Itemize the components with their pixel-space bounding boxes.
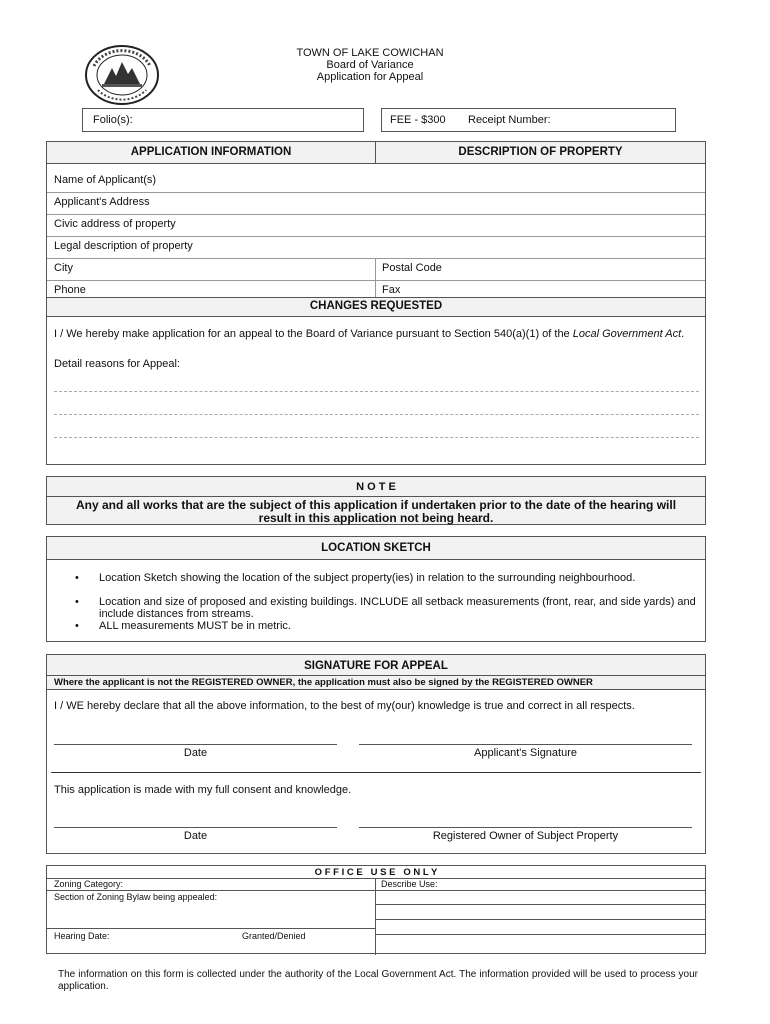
header-subtitle-application: Application for Appeal [316, 71, 424, 83]
application-information-section [46, 141, 706, 465]
name-field-line[interactable] [47, 192, 705, 193]
application-information-header: APPLICATION INFORMATION [130, 146, 292, 158]
sketch-item-1-text: Location Sketch showing the location of the subject property(ies) in relation to the surrounding neighbourhood. [99, 572, 636, 584]
location-sketch-header: LOCATION SKETCH [321, 542, 431, 554]
bullet-icon: • [75, 620, 79, 632]
folio-field[interactable] [82, 108, 364, 132]
note-text: Any and all works that are the subject of this application if undertaken prior to the date of the hearing will result in this application not being heard. [75, 498, 677, 525]
fax-label: Fax [382, 284, 401, 296]
town-seal-logo [84, 44, 160, 106]
header-title: TOWN OF LAKE COWICHAN [296, 47, 444, 59]
owner-signature-line[interactable] [359, 827, 692, 828]
applicant-signature-label: Applicant's Signature [474, 747, 577, 759]
city-field-line[interactable] [47, 280, 705, 281]
date-signature-line-1[interactable] [54, 744, 337, 745]
hearing-date-label: Hearing Date: [54, 931, 110, 941]
note-divider [47, 496, 705, 497]
date-label-1: Date [183, 747, 208, 759]
note-header: N O T E [356, 481, 396, 493]
legal-description-label: Legal description of property [54, 240, 193, 252]
reason-line-1[interactable] [54, 391, 699, 392]
office-row-line-1[interactable] [47, 890, 705, 891]
registered-owner-notice: Where the applicant is not the REGISTERED OWNER, the application must also be signed by the REGISTERED OWNER [54, 677, 593, 688]
granted-denied-label: Granted/Denied [242, 931, 306, 941]
fee-receipt-field[interactable] [381, 108, 676, 132]
office-row-line-2[interactable] [375, 904, 705, 905]
bullet-icon: • [75, 596, 79, 608]
appeal-statement [54, 328, 694, 340]
location-sketch-section [46, 536, 706, 642]
appeal-statement-end: . [681, 328, 685, 340]
receipt-number-label: Receipt Number: [468, 114, 551, 126]
date-label-2: Date [183, 830, 208, 842]
reason-line-3[interactable] [54, 437, 699, 438]
signature-section [46, 654, 706, 854]
address-field-line[interactable] [47, 214, 705, 215]
name-of-applicant-label: Name of Applicant(s) [54, 174, 157, 186]
applicant-signature-line[interactable] [359, 744, 692, 745]
signature-for-appeal-header: SIGNATURE FOR APPEAL [304, 660, 448, 672]
civic-address-label: Civic address of property [54, 218, 176, 230]
applicant-address-label: Applicant's Address [54, 196, 150, 208]
sketch-item-2-text: Location and size of proposed and existing buildings. INCLUDE all setback measurements (front, rear, and side yards) and include distances from streams. [99, 596, 696, 620]
appeal-statement-text: I / We hereby make application for an appeal to the Board of Variance pursuant to Section 540(a)(1) of the [54, 328, 573, 340]
sketch-item-1 [75, 572, 700, 584]
describe-use-label: Describe Use: [381, 879, 438, 889]
registered-owner-label: Registered Owner of Subject Property [432, 830, 619, 842]
reason-line-2[interactable] [54, 414, 699, 415]
date-signature-line-2[interactable] [54, 827, 337, 828]
signature-header-divider [47, 675, 705, 676]
office-header-divider [47, 878, 705, 879]
city-label: City [54, 262, 73, 274]
sketch-item-3 [75, 620, 700, 632]
zoning-category-label: Zoning Category: [54, 879, 124, 889]
folio-label: Folio(s): [93, 114, 133, 126]
note-section [46, 476, 706, 525]
sketch-item-3-text: ALL measurements MUST be in metric. [99, 620, 291, 632]
header-subtitle-board: Board of Variance [326, 59, 414, 71]
local-government-act: Local Government Act [572, 328, 682, 340]
civic-field-line[interactable] [47, 236, 705, 237]
office-row-line-4[interactable] [47, 928, 375, 929]
signature-separator [51, 772, 701, 773]
declaration-text: I / WE hereby declare that all the above information, to the best of my(our) knowledge is true and correct in all respects. [54, 700, 635, 712]
phone-label: Phone [54, 284, 86, 296]
description-of-property-header: DESCRIPTION OF PROPERTY [458, 146, 623, 158]
bullet-icon: • [75, 572, 79, 584]
section-of-bylaw-label: Section of Zoning Bylaw being appealed: [54, 892, 218, 902]
consent-text: This application is made with my full consent and knowledge. [54, 784, 352, 796]
changes-requested-header: CHANGES REQUESTED [309, 300, 443, 312]
office-row-line-3[interactable] [375, 919, 705, 920]
detail-reasons-label: Detail reasons for Appeal: [54, 358, 180, 370]
postal-code-label: Postal Code [382, 262, 442, 274]
fee-label: FEE - $300 [390, 114, 446, 126]
footer-privacy-text: The information on this form is collected under the authority of the Local Government Act. The information provided will be used to process your application. [58, 969, 698, 992]
office-use-only-header: O F F I C E U S E O N L Y [314, 867, 438, 878]
sketch-item-2 [75, 596, 700, 620]
legal-field-line[interactable] [47, 258, 705, 259]
office-row-line-5[interactable] [375, 934, 705, 935]
office-use-section [46, 865, 706, 954]
